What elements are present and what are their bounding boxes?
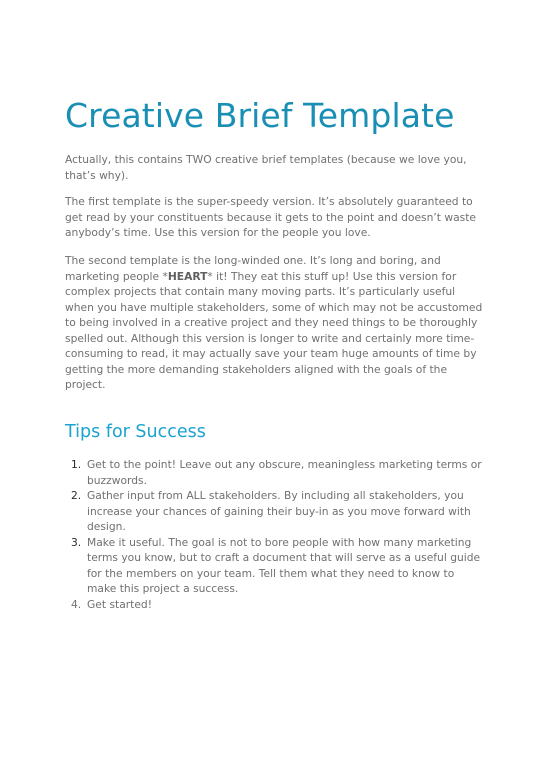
tip-item [65, 488, 485, 535]
heart-emphasis: HEART [167, 269, 208, 283]
tip-text: Make it useful. The goal is not to bore people with how many marketing terms you know, but to craft a document that will serve as a useful guide for the members on your team. Tell them what they need to know to make this project a success. [87, 535, 481, 595]
tip-item [65, 597, 485, 613]
tip-item [65, 457, 485, 488]
tips-list [65, 457, 485, 612]
tip-number: 4. [71, 597, 82, 611]
tip-number: 1. [71, 458, 82, 471]
intro-paragraph: Actually, this contains TWO creative brief templates (because we love you, that’s why). [65, 153, 467, 182]
document-title: Creative Brief Template [65, 96, 455, 135]
paragraph-text-after: * it! They eat this stuff up! Use this version for complex projects that contain many moving parts. It’s particularly useful when you have multiple stakeholders, some of which may not be accustomed to being involved in a creative project and they need things to be thoroughly spelled out. Although this version is longer to write and certainly more time-consuming to read, it may actually save your team huge amounts of time by getting the more demanding stakeholders aligned with the goals of the project. [65, 269, 483, 391]
tip-text: Gather input from ALL stakeholders. By including all stakeholders, you increase your chances of gaining their buy-in as you move forward with design. [87, 489, 471, 533]
second-template-paragraph [65, 253, 485, 393]
tip-text: Get started! [87, 597, 152, 611]
tip-number: 2. [71, 489, 82, 502]
tip-text: Get to the point! Leave out any obscure, meaningless marketing terms or buzzwords. [87, 458, 482, 487]
first-template-paragraph: The first template is the super-speedy version. It’s absolutely guaranteed to get read by your constituents because it gets to the point and doesn’t waste anybody’s time. Use this version for the people you love. [65, 195, 476, 239]
tip-number: 3. [71, 535, 82, 549]
tips-heading: Tips for Success [65, 422, 206, 442]
paragraph-text-before: The second template is the long-winded one. It’s long and boring, and marketing people * [65, 254, 441, 283]
tip-item [65, 535, 485, 597]
